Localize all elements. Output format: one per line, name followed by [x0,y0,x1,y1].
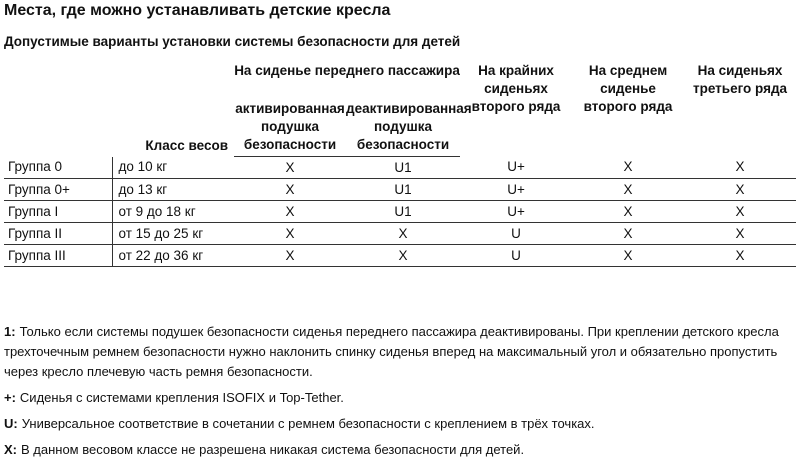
third-row-cell: X [684,245,796,267]
third-row-cell: X [684,179,796,201]
front-airbag-deactivated-cell: U1 [346,201,460,223]
table-title: Допустимые варианты установки системы безопасности для детей [4,34,461,49]
third-row-header: На сиденьях третьего ряда [692,63,788,96]
second-row-center-cell: X [572,179,684,201]
note-plus [4,388,796,408]
group-cell: Группа II [4,223,112,245]
weight-cell: от 22 до 36 кг [112,245,234,267]
second-row-center-cell: X [572,157,684,179]
second-row-center-cell: X [572,223,684,245]
group-cell: Группа 0 [4,157,112,179]
front-airbag-active-cell: X [234,223,346,245]
weight-cell: до 10 кг [112,157,234,179]
note-key: U: [4,416,18,431]
front-airbag-deactivated-cell: X [346,223,460,245]
front-airbag-active-cell: X [234,245,346,267]
note-x [4,440,796,460]
table-row [4,201,796,223]
note-1 [4,322,796,382]
second-row-outer-header: На крайних сиденьях второго ряда [471,63,561,114]
table-row [4,179,796,201]
weight-class-header: Класс весов [145,137,229,153]
third-row-cell: X [684,223,796,245]
note-u [4,414,796,434]
note-key: +: [4,390,16,405]
group-cell: Группа I [4,201,112,223]
front-airbag-deactivated-cell: U1 [346,179,460,201]
second-row-outer-cell: U [460,223,572,245]
third-row-cell: X [684,157,796,179]
note-text: В данном весовом классе не разрешена никакая система безопасности для детей. [21,442,525,457]
note-text: Только если системы подушек безопасности сиденья переднего пассажира деактивированы. При креплении детского кресла трехточечным ремнем безопасности нужно наклонить спинку сиденья вперед на максимальный угол и обязательно пропустить через кресло плечевую часть ремня безопасности. [4,324,779,379]
weight-cell: до 13 кг [112,179,234,201]
airbag-active-header: активированная подушка безопасности [234,100,346,157]
front-passenger-header: На сиденье переднего пассажира [234,63,460,78]
table-row [4,245,796,267]
front-airbag-active-cell: X [234,201,346,223]
weight-cell: от 15 до 25 кг [112,223,234,245]
table-row [4,157,796,179]
table-row [4,223,796,245]
second-row-outer-cell: U+ [460,157,572,179]
legend-notes [4,322,796,466]
front-airbag-deactivated-cell: X [346,245,460,267]
second-row-center-header: На среднем сиденье второго ряда [583,63,673,114]
second-row-outer-cell: U+ [460,179,572,201]
second-row-outer-cell: U [460,245,572,267]
second-row-center-cell: X [572,201,684,223]
group-cell: Группа III [4,245,112,267]
airbag-deactivated-header: деактивированная подушка безопасности [346,100,460,157]
front-airbag-active-cell: X [234,179,346,201]
note-key: 1: [4,324,16,339]
front-airbag-active-cell: X [234,157,346,179]
weight-cell: от 9 до 18 кг [112,201,234,223]
note-key: X: [4,442,17,457]
note-text: Сиденья с системами крепления ISOFIX и Top-Tether. [19,390,344,405]
second-row-outer-cell: U+ [460,201,572,223]
page-title: Места, где можно устанавливать детские кресла [4,2,391,19]
child-seat-table [4,62,796,267]
third-row-cell: X [684,201,796,223]
front-airbag-deactivated-cell: U1 [346,157,460,179]
second-row-center-cell: X [572,245,684,267]
group-cell: Группа 0+ [4,179,112,201]
note-text: Универсальное соответствие в сочетании с ремнем безопасности с креплением в трёх точках. [21,416,595,431]
